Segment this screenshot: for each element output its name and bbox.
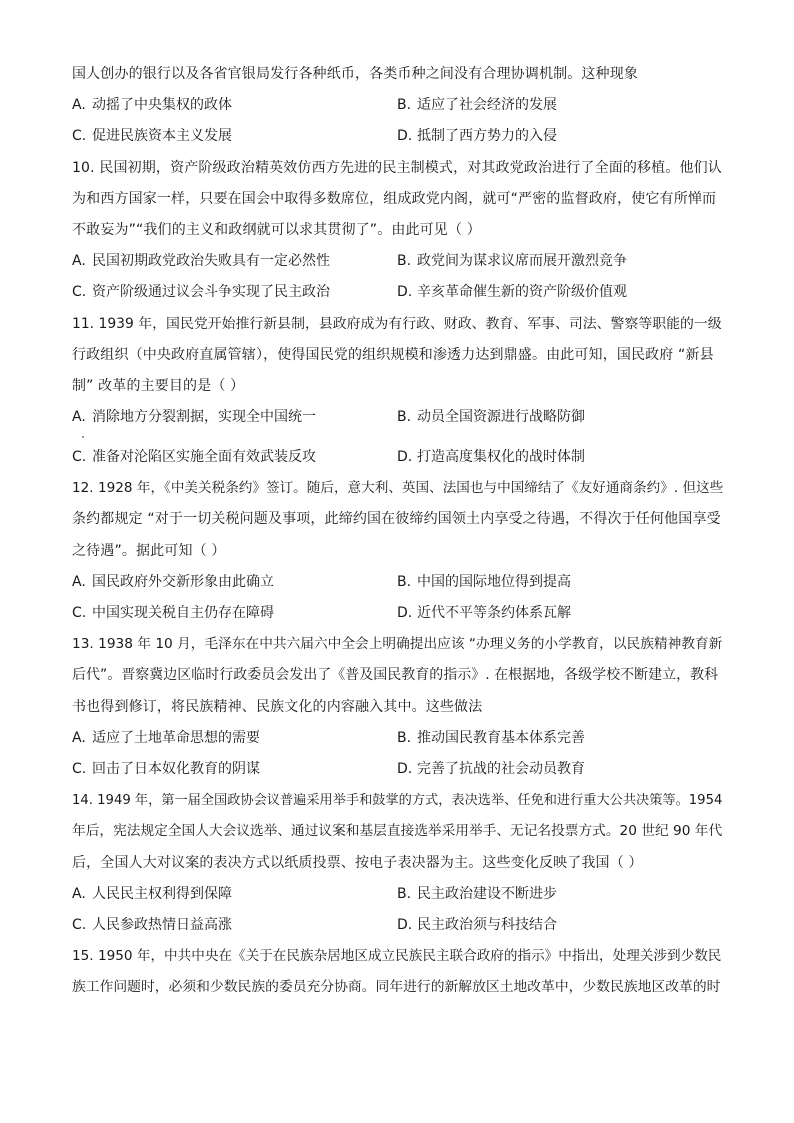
question-content <box>72 64 724 1008</box>
option-text: 人民参政热情日益高涨 <box>92 916 232 933</box>
question-11-stem-line: 制” 改革的主要目的是（ ） <box>72 377 245 394</box>
option-text: 民国初期政党政治失败具有一定必然性 <box>92 253 330 270</box>
question-14-stem-line: 后，全国人大对议案的表决方式以纸质投票、按电子表决器为主。这些变化反映了我国（ ） <box>72 854 643 871</box>
question-9-option-d[interactable] <box>397 126 724 147</box>
question-9-stem <box>72 64 724 85</box>
question-10-option-c[interactable] <box>72 282 397 303</box>
question-11-option-b[interactable] <box>397 407 724 428</box>
option-letter: D. <box>397 449 413 466</box>
question-11-stem <box>72 314 724 397</box>
question-15-stem <box>72 946 724 998</box>
question-9-option-a[interactable] <box>72 95 397 116</box>
option-letter: B. <box>397 409 412 426</box>
question-12-option-a[interactable] <box>72 572 397 593</box>
option-text: 辛亥革命催生新的资产阶级价值观 <box>417 284 627 301</box>
option-text: 资产阶级通过议会斗争实现了民主政治 <box>92 284 330 301</box>
question-13-stem-line: 13. 1938 年 10 月，毛泽东在中共六届六中全会上明确提出应该 “办理义务的小学教育，以民族精神教育新 <box>72 636 723 653</box>
question-10-option-d[interactable] <box>397 282 724 303</box>
option-letter: A. <box>72 409 86 426</box>
question-14-stem-line: 年后，宪法规定全国人大会议选举、通过议案和基层直接选举采用举手、无记名投票方式。20 世纪 90 年代 <box>72 823 723 840</box>
option-text: 促进民族资本主义发展 <box>92 128 232 145</box>
question-11-option-d[interactable] <box>397 447 724 468</box>
stray-dot-mark <box>82 436 84 438</box>
option-letter: A. <box>72 97 86 114</box>
question-11-stem-line: 11. 1939 年，国民党开始推行新县制，县政府成为有行政、财政、教育、军事、司法、警察等职能的一级 <box>72 315 722 332</box>
question-11-option-a[interactable] <box>72 407 397 428</box>
question-10-stem-line: 为和西方国家一样，只要在国会中取得多数席位，组成政党内阁，就可“严密的监督政府，使它有所惮而 <box>72 190 717 207</box>
question-9-option-c[interactable] <box>72 126 397 147</box>
option-text: 适应了社会经济的发展 <box>417 97 557 114</box>
question-12-options <box>72 572 724 624</box>
option-letter: D. <box>397 916 413 933</box>
option-text: 打造高度集权化的战时体制 <box>417 449 585 466</box>
question-13-option-a[interactable] <box>72 728 397 749</box>
option-letter: A. <box>72 253 86 270</box>
question-12-stem-line: 之待遇”。据此可知（ ） <box>72 542 226 559</box>
question-10-option-b[interactable] <box>397 251 724 272</box>
option-text: 民主政治建设不断进步 <box>417 885 557 902</box>
question-13-option-c[interactable] <box>72 759 397 780</box>
option-text: 人民民主权利得到保障 <box>92 885 232 902</box>
option-letter: B. <box>397 253 412 270</box>
option-letter: C. <box>72 916 87 933</box>
question-13-stem <box>72 634 724 717</box>
question-14-option-d[interactable] <box>397 915 724 936</box>
option-text: 推动国民教育基本体系完善 <box>417 729 585 746</box>
option-letter: B. <box>397 729 412 746</box>
option-text: 动员全国资源进行战略防御 <box>417 409 585 426</box>
question-14-stem-line: 14. 1949 年，第一届全国政协会议普遍采用举手和鼓掌的方式，表决选举、任免和进行重大公共决策等。1954 <box>72 793 723 809</box>
question-10-stem-line: 10. 民国初期，资产阶级政治精英效仿西方先进的民主制模式，对其政党政治进行了全面的移植。他们认 <box>72 159 722 176</box>
option-text: 消除地方分裂割据，实现全中国统一 <box>92 409 316 426</box>
question-13-option-b[interactable] <box>397 728 724 749</box>
question-14-option-a[interactable] <box>72 884 397 905</box>
option-text: 中国的国际地位得到提高 <box>417 573 571 590</box>
option-letter: B. <box>397 97 412 114</box>
option-letter: D. <box>397 760 413 777</box>
option-text: 民主政治须与科技结合 <box>417 916 557 933</box>
question-9-options <box>72 95 724 147</box>
option-text: 国民政府外交新形象由此确立 <box>92 573 274 590</box>
question-14-stem <box>72 790 724 873</box>
question-13-options <box>72 728 724 780</box>
question-12-option-c[interactable] <box>72 603 397 624</box>
question-11-stem-line: 行政组织（中央政府直属管辖），使得国民党的组织规模和渗透力达到鼎盛。由此可知，国民政府 “新县 <box>72 346 714 363</box>
option-text: 适应了土地革命思想的需要 <box>92 729 260 746</box>
question-11-options <box>72 407 724 468</box>
option-letter: C. <box>72 284 87 301</box>
option-letter: A. <box>72 573 86 590</box>
question-9-stem-line: 国人创办的银行以及各省官银局发行各种纸币，各类币种之间没有合理协调机制。这种现象 <box>72 66 638 82</box>
question-12-option-b[interactable] <box>397 572 724 593</box>
question-13-stem-line: 书也得到修订，将民族精神、民族文化的内容融入其中。这些做法 <box>72 698 483 715</box>
option-text: 动摇了中央集权的政体 <box>92 97 232 114</box>
option-letter: C. <box>72 449 87 466</box>
question-10-option-a[interactable] <box>72 251 397 272</box>
option-text: 政党间为谋求议席而展开激烈竞争 <box>417 253 627 270</box>
question-12-stem-line: 12. 1928 年，《中美关税条约》签订。随后，意大利、英国、法国也与中国缔结了《友好通商条约》. 但这些 <box>72 480 724 497</box>
question-12-stem <box>72 478 724 561</box>
question-10-stem-line: 不敢妄为”“我们的主义和政纲就可以求其贯彻了”。由此可见（ ） <box>72 221 481 238</box>
option-letter: B. <box>397 573 412 590</box>
question-15-stem-line: 族工作问题时，必须和少数民族的委员充分协商。同年进行的新解放区土地改革中，少数民族地区改革的时 <box>72 979 721 996</box>
question-13-option-d[interactable] <box>397 759 724 780</box>
question-12-stem-line: 条约都规定 “对于一切关税问题及事项，此缔约国在彼缔约国领土内享受之待遇，不得次于任何他国享受 <box>72 511 721 528</box>
option-text: 近代不平等条约体系瓦解 <box>417 605 571 621</box>
question-12-option-d[interactable] <box>397 603 724 624</box>
option-letter: C. <box>72 605 87 621</box>
option-letter: D. <box>397 128 413 145</box>
question-13-stem-line: 后代”。晋察冀边区临时行政委员会发出了《普及国民教育的指示》. 在根据地，各级学校不断建立，教科 <box>72 667 719 684</box>
question-11-option-c[interactable] <box>72 447 397 468</box>
option-letter: C. <box>72 760 87 777</box>
option-text: 中国实现关税自主仍存在障碍 <box>92 605 274 621</box>
option-letter: B. <box>397 885 412 902</box>
option-letter: D. <box>397 284 413 301</box>
question-15-stem-line: 15. 1950 年，中共中央在《关于在民族杂居地区成立民族民主联合政府的指示》中指出，处理关涉到少数民 <box>72 948 722 965</box>
option-letter: C. <box>72 128 87 145</box>
option-text: 抵制了西方势力的入侵 <box>417 128 557 145</box>
question-14-option-b[interactable] <box>397 884 724 905</box>
question-14-option-c[interactable] <box>72 915 397 936</box>
question-9-option-b[interactable] <box>397 95 724 116</box>
question-14-options <box>72 884 724 936</box>
question-10-options <box>72 251 724 303</box>
option-letter: A. <box>72 885 86 902</box>
question-10-stem <box>72 158 724 241</box>
option-letter: D. <box>397 605 413 621</box>
option-letter: A. <box>72 729 86 746</box>
option-text: 回击了日本奴化教育的阴谋 <box>92 760 260 777</box>
option-text: 准备对沦陷区实施全面有效武装反攻 <box>92 449 316 466</box>
option-text: 完善了抗战的社会动员教育 <box>417 760 585 777</box>
